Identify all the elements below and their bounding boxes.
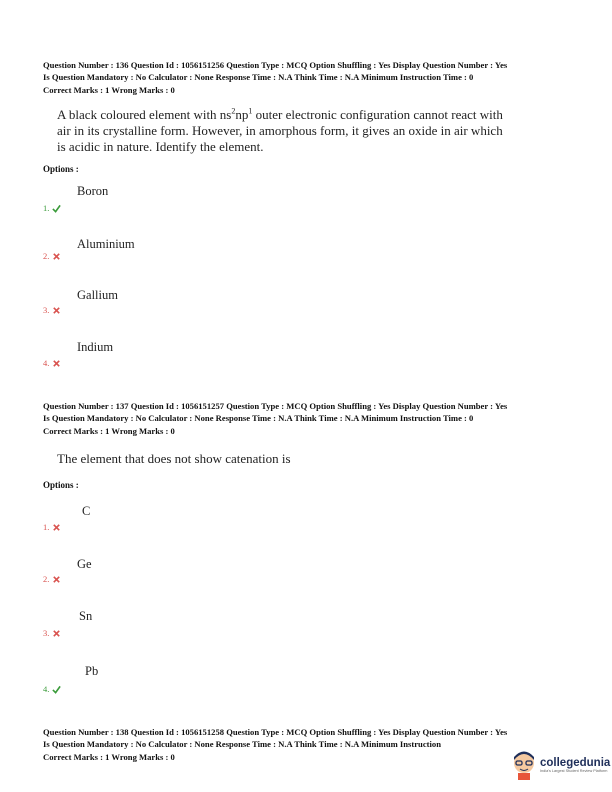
option-3-text: Gallium: [77, 288, 118, 302]
mascot-icon: [510, 750, 538, 780]
cross-icon: [52, 359, 61, 368]
question-136-meta: [43, 59, 583, 96]
option-number: 4.: [43, 684, 50, 694]
option-4-text: Indium: [77, 340, 114, 354]
superscript: 2: [231, 106, 236, 116]
question-137-text: [57, 451, 557, 467]
options-label: Options :: [43, 164, 79, 174]
question-text-line: The element that does not show catenation is: [57, 451, 291, 466]
option-1-number: [43, 203, 61, 213]
option-4-number: [43, 684, 61, 694]
question-text-line: [57, 107, 557, 123]
meta-line: Question Number : 137 Question Id : 1056151257 Question Type : MCQ Option Shuffling : Yes Display Question Number : Yes: [43, 401, 508, 411]
meta-line: Correct Marks : 1 Wrong Marks : 0: [43, 84, 175, 95]
question-137-meta: [43, 400, 583, 437]
question-136-text: [57, 107, 557, 155]
question-text-line: air in its crystalline form. However, in amorphous form, it gives an oxide in air which: [57, 123, 503, 138]
option-1-text: Boron: [77, 184, 109, 198]
cross-icon: [52, 306, 61, 315]
superscript: 1: [248, 106, 253, 116]
option-3-number: [43, 628, 61, 638]
meta-line: Is Question Mandatory : No Calculator : None Response Time : N.A Think Time : N.A Minimum Instruction Time : 0: [43, 72, 474, 83]
text-part: np: [235, 107, 249, 122]
cross-icon: [52, 523, 61, 532]
logo-title: collegedunia: [540, 756, 611, 769]
option-2-text: Aluminium: [77, 237, 135, 251]
meta-line: Question Number : 138 Question Id : 1056151258 Question Type : MCQ Option Shuffling : Yes Display Question Number : Yes: [43, 727, 508, 737]
option-4-text: Pb: [85, 664, 99, 678]
meta-line: Question Number : 136 Question Id : 1056151256 Question Type : MCQ Option Shuffling : Yes Display Question Number : Yes: [43, 60, 508, 70]
option-3-text: Sn: [79, 609, 93, 623]
cross-icon: [52, 252, 61, 261]
option-1-number: [43, 522, 61, 532]
option-number: 1.: [43, 203, 50, 213]
meta-line: Correct Marks : 1 Wrong Marks : 0: [43, 751, 175, 762]
text-part: outer electronic configuration cannot react with: [252, 107, 503, 122]
option-4-number: [43, 358, 61, 368]
collegedunia-logo: [510, 750, 610, 780]
option-number: 4.: [43, 358, 50, 368]
meta-line: Is Question Mandatory : No Calculator : None Response Time : N.A Think Time : N.A Minimum Instruction: [43, 739, 441, 750]
question-text-line: is acidic in nature. Identify the element.: [57, 139, 264, 154]
cross-icon: [52, 575, 61, 584]
text-part: A black coloured element with ns: [57, 107, 232, 122]
option-3-number: [43, 305, 61, 315]
option-2-number: [43, 251, 61, 261]
option-number: 2.: [43, 574, 50, 584]
check-icon: [52, 204, 61, 213]
option-number: 3.: [43, 305, 50, 315]
options-label: Options :: [43, 480, 79, 490]
cross-icon: [52, 629, 61, 638]
logo-tagline: India's Largest Student Review Platform: [540, 768, 608, 773]
logo-text: [540, 757, 610, 774]
option-2-number: [43, 574, 61, 584]
question-138-meta: [43, 726, 583, 763]
option-1-text: C: [82, 504, 91, 518]
meta-line: Is Question Mandatory : No Calculator : None Response Time : N.A Think Time : N.A Minimum Instruction Time : 0: [43, 413, 474, 424]
meta-line: Correct Marks : 1 Wrong Marks : 0: [43, 425, 175, 436]
option-number: 2.: [43, 251, 50, 261]
option-number: 1.: [43, 522, 50, 532]
check-icon: [52, 685, 61, 694]
option-number: 3.: [43, 628, 50, 638]
option-2-text: Ge: [77, 557, 92, 571]
